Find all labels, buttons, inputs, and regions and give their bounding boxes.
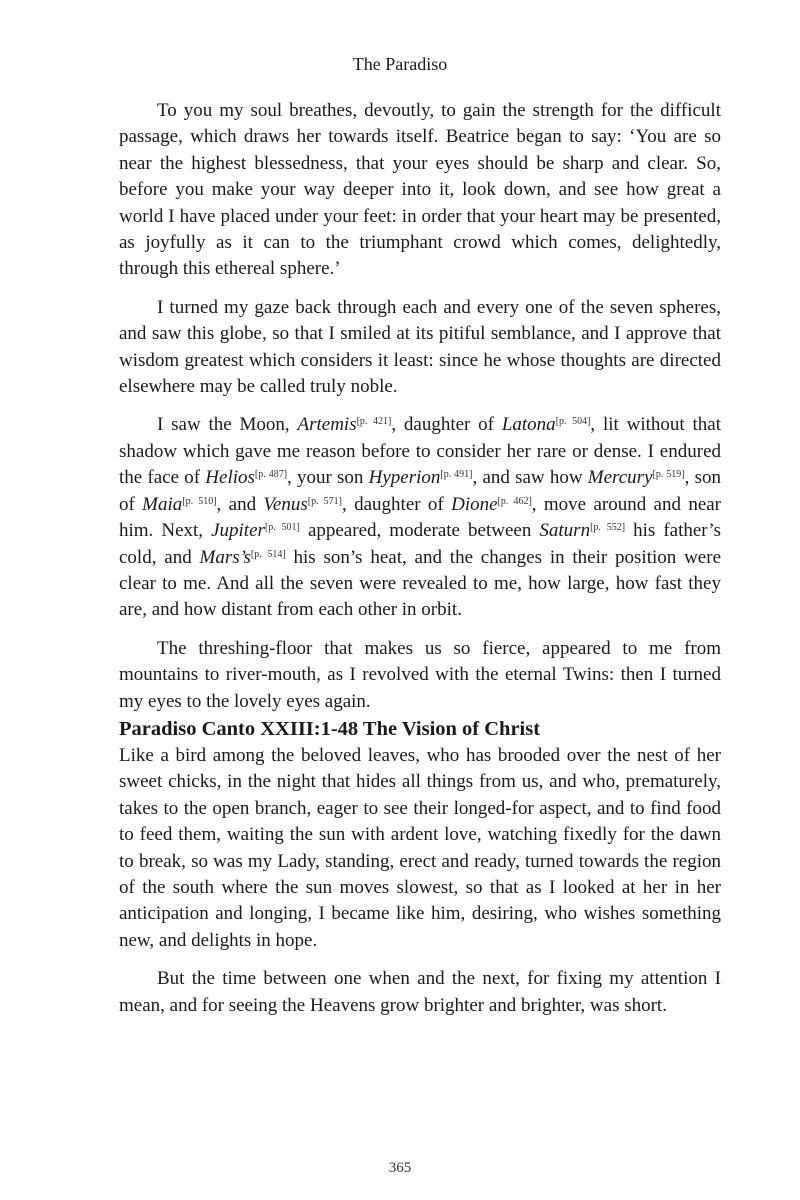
text-span: I saw the Moon,	[157, 414, 298, 436]
name-dione: Dione	[451, 493, 498, 515]
name-saturn: Saturn	[539, 520, 591, 542]
name-helios: Helios	[205, 467, 255, 489]
text-span: , and saw how	[472, 467, 588, 489]
page-ref[interactable]: [p. 504]	[555, 416, 591, 428]
section-heading: Paradiso Canto XXIII:1-48 The Vision of Christ	[119, 717, 541, 740]
text-span: appeared, moderate between	[299, 520, 540, 542]
page-ref[interactable]: [p. 514]	[250, 548, 286, 560]
text-span: , son of	[119, 467, 721, 515]
paragraph-planets	[119, 412, 721, 623]
name-artemis: Artemis	[297, 414, 357, 436]
page-ref[interactable]: [p. 421]	[356, 416, 392, 428]
name-jupiter: Jupiter	[211, 520, 265, 542]
page-ref[interactable]: [p. 487]	[254, 469, 288, 481]
text-span: , your son	[287, 467, 369, 489]
text-span: , and	[216, 493, 264, 515]
page-number: 365	[388, 1160, 412, 1176]
body-text	[119, 98, 721, 1019]
name-maia: Maia	[142, 493, 183, 515]
name-venus: Venus	[263, 493, 308, 515]
page-ref[interactable]: [p. 519]	[652, 469, 685, 481]
name-hyperion: Hyperion	[368, 467, 441, 489]
paragraph-beatrice-speech: To you my soul breathes, devoutly, to gain the strength for the difficult passage, which draws her towards itself. Beatrice began to say: ‘You are so near the highest blessedness, that your eyes should be sharp and clear. So, before you make your way deeper into it, look down, and see how great a world I have placed under your feet: in order that your heart may be presented, as joyfully as it can to the triumphant crowd which comes, delightedly, through this ethereal sphere.’	[119, 100, 721, 280]
page-ref[interactable]: [p. 501]	[264, 522, 300, 534]
page-ref[interactable]: [p. 510]	[182, 495, 217, 507]
name-mercury: Mercury	[587, 467, 653, 489]
paragraph-seven-spheres: I turned my gaze back through each and every one of the seven spheres, and saw this globe, so that I smiled at its pitiful semblance, and I approve that wisdom greatest which considers it least: since he whose thoughts are directed elsewhere may be called truly noble.	[119, 296, 721, 398]
text-span: his son’s heat, and the changes in their position were clear to me. And all the seven were revealed to me, how large, how fast they are, and how distant from each other in orbit.	[119, 546, 721, 621]
running-header: The Paradiso	[352, 54, 448, 74]
page-ref[interactable]: [p. 462]	[497, 495, 532, 507]
page-ref[interactable]: [p. 571]	[307, 495, 343, 507]
text-span: , move around and near him. Next,	[119, 493, 722, 542]
paragraph-time-between: But the time between one when and the next, for fixing my attention I mean, and for seeing the Heavens grow brighter and brighter, was short.	[119, 968, 721, 1016]
paragraph-threshing-floor: The threshing-floor that makes us so fierce, appeared to me from mountains to river-mouth, as I revolved with the eternal Twins: then I turned my eyes to the lovely eyes again.	[119, 637, 721, 712]
text-span: his father’s cold, and	[119, 520, 721, 568]
text-span: , lit without that shadow which gave me reason before to consider her rare or dense. I endured the face of	[119, 414, 721, 489]
page-ref[interactable]: [p. 552]	[590, 522, 626, 534]
text-span: , daughter of	[391, 414, 502, 436]
paragraph-bird-simile: Like a bird among the beloved leaves, who has brooded over the nest of her sweet chicks, in the night that hides all things from us, and who, prematurely, takes to the open branch, eager to see their longed-for aspect, and to find food to feed them, waiting the sun with ardent love, watching fixedly for the dawn to break, so was my Lady, standing, erect and ready, turned towards the region of the south where the sun moves slowest, so that as I looked at her in her anticipation and longing, I became like him, desiring, who wishes something new, and delights in hope.	[119, 744, 721, 951]
page-ref[interactable]: [p. 491]	[440, 469, 473, 481]
text-span: , daughter of	[342, 493, 452, 515]
name-mars: Mars’s	[199, 546, 251, 568]
name-latona: Latona	[501, 414, 556, 436]
